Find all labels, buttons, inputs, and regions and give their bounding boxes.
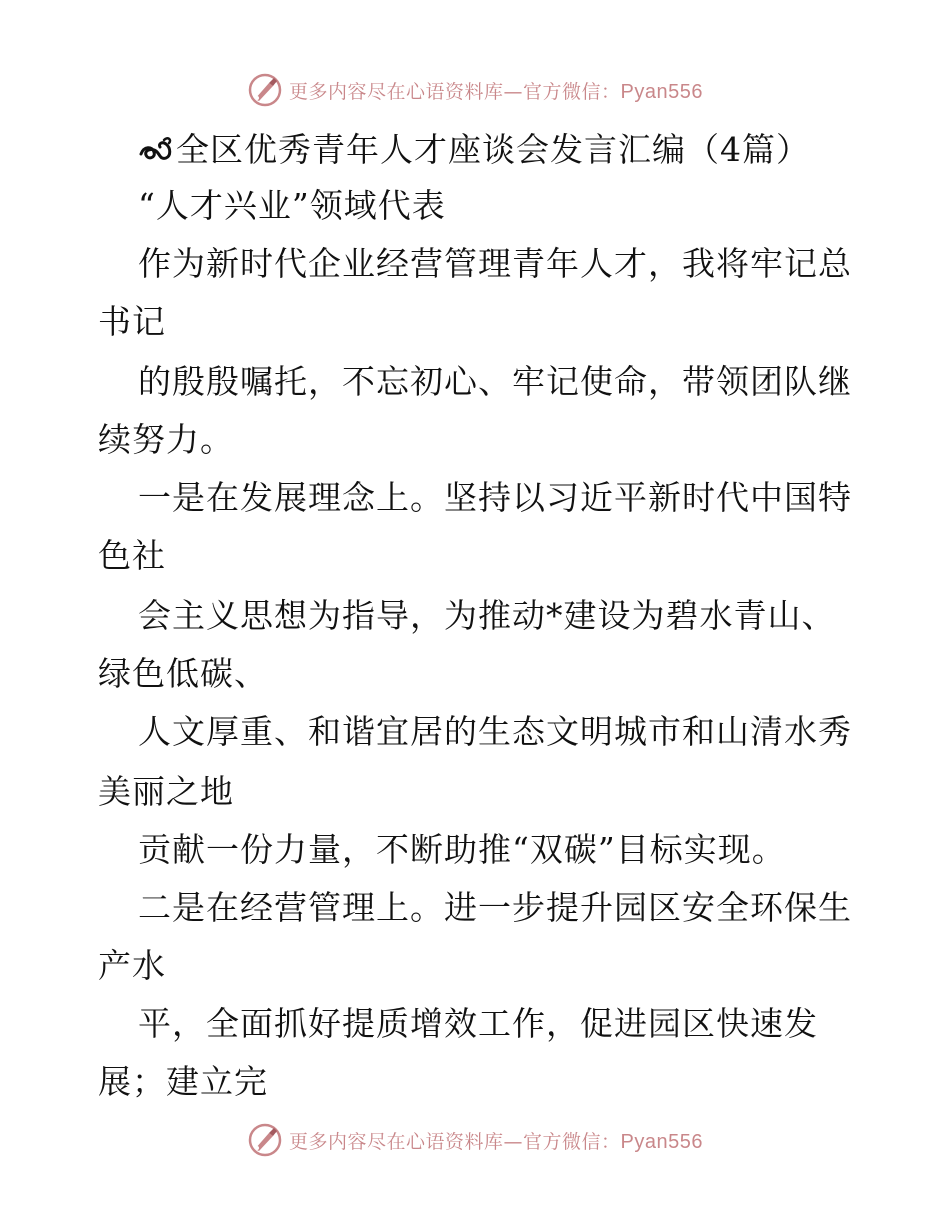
flower-bullet-icon <box>138 134 174 164</box>
section-heading: “人才兴业”领域代表 <box>138 186 446 225</box>
watermark-wechat-id: Pyan556 <box>620 80 703 103</box>
paragraph-line: 平，全面抓好提质增效工作，促进园区快速发 <box>138 1004 818 1043</box>
paragraph-line: 美丽之地 <box>98 772 234 811</box>
pen-logo-icon <box>247 1122 283 1158</box>
paragraph-line: 续努力。 <box>98 420 234 459</box>
paragraph-line: 二是在经营管理上。进一步提升园区安全环保生 <box>138 888 852 927</box>
document-title-row <box>138 128 810 172</box>
watermark-text <box>289 77 703 104</box>
watermark-text <box>289 1127 703 1154</box>
paragraph-line: 绿色低碳、 <box>98 654 268 693</box>
document-title: 全区优秀青年人才座谈会发言汇编（4篇） <box>176 130 810 169</box>
paragraph-line: 贡献一份力量，不断助推“双碳”目标实现。 <box>138 830 786 869</box>
watermark-wechat-id: Pyan556 <box>620 1130 703 1153</box>
paragraph-line: 书记 <box>98 302 166 341</box>
pen-logo-icon <box>247 72 283 108</box>
paragraph-line: 色社 <box>98 536 166 575</box>
header-watermark <box>0 70 950 110</box>
footer-watermark <box>0 1120 950 1160</box>
watermark-label: 更多内容尽在心语资料库—官方微信： <box>289 1130 621 1153</box>
paragraph-line: 会主义思想为指导，为推动*建设为碧水青山、 <box>138 596 836 635</box>
paragraph-line: 的殷殷嘱托，不忘初心、牢记使命，带领团队继 <box>138 362 852 401</box>
paragraph-line: 展；建立完 <box>98 1062 268 1101</box>
paragraph-line: 产水 <box>98 946 166 985</box>
watermark-label: 更多内容尽在心语资料库—官方微信： <box>289 80 621 103</box>
paragraph-line: 作为新时代企业经营管理青年人才，我将牢记总 <box>138 244 852 283</box>
paragraph-line: 一是在发展理念上。坚持以习近平新时代中国特 <box>138 478 852 517</box>
paragraph-line: 人文厚重、和谐宜居的生态文明城市和山清水秀 <box>138 712 852 751</box>
